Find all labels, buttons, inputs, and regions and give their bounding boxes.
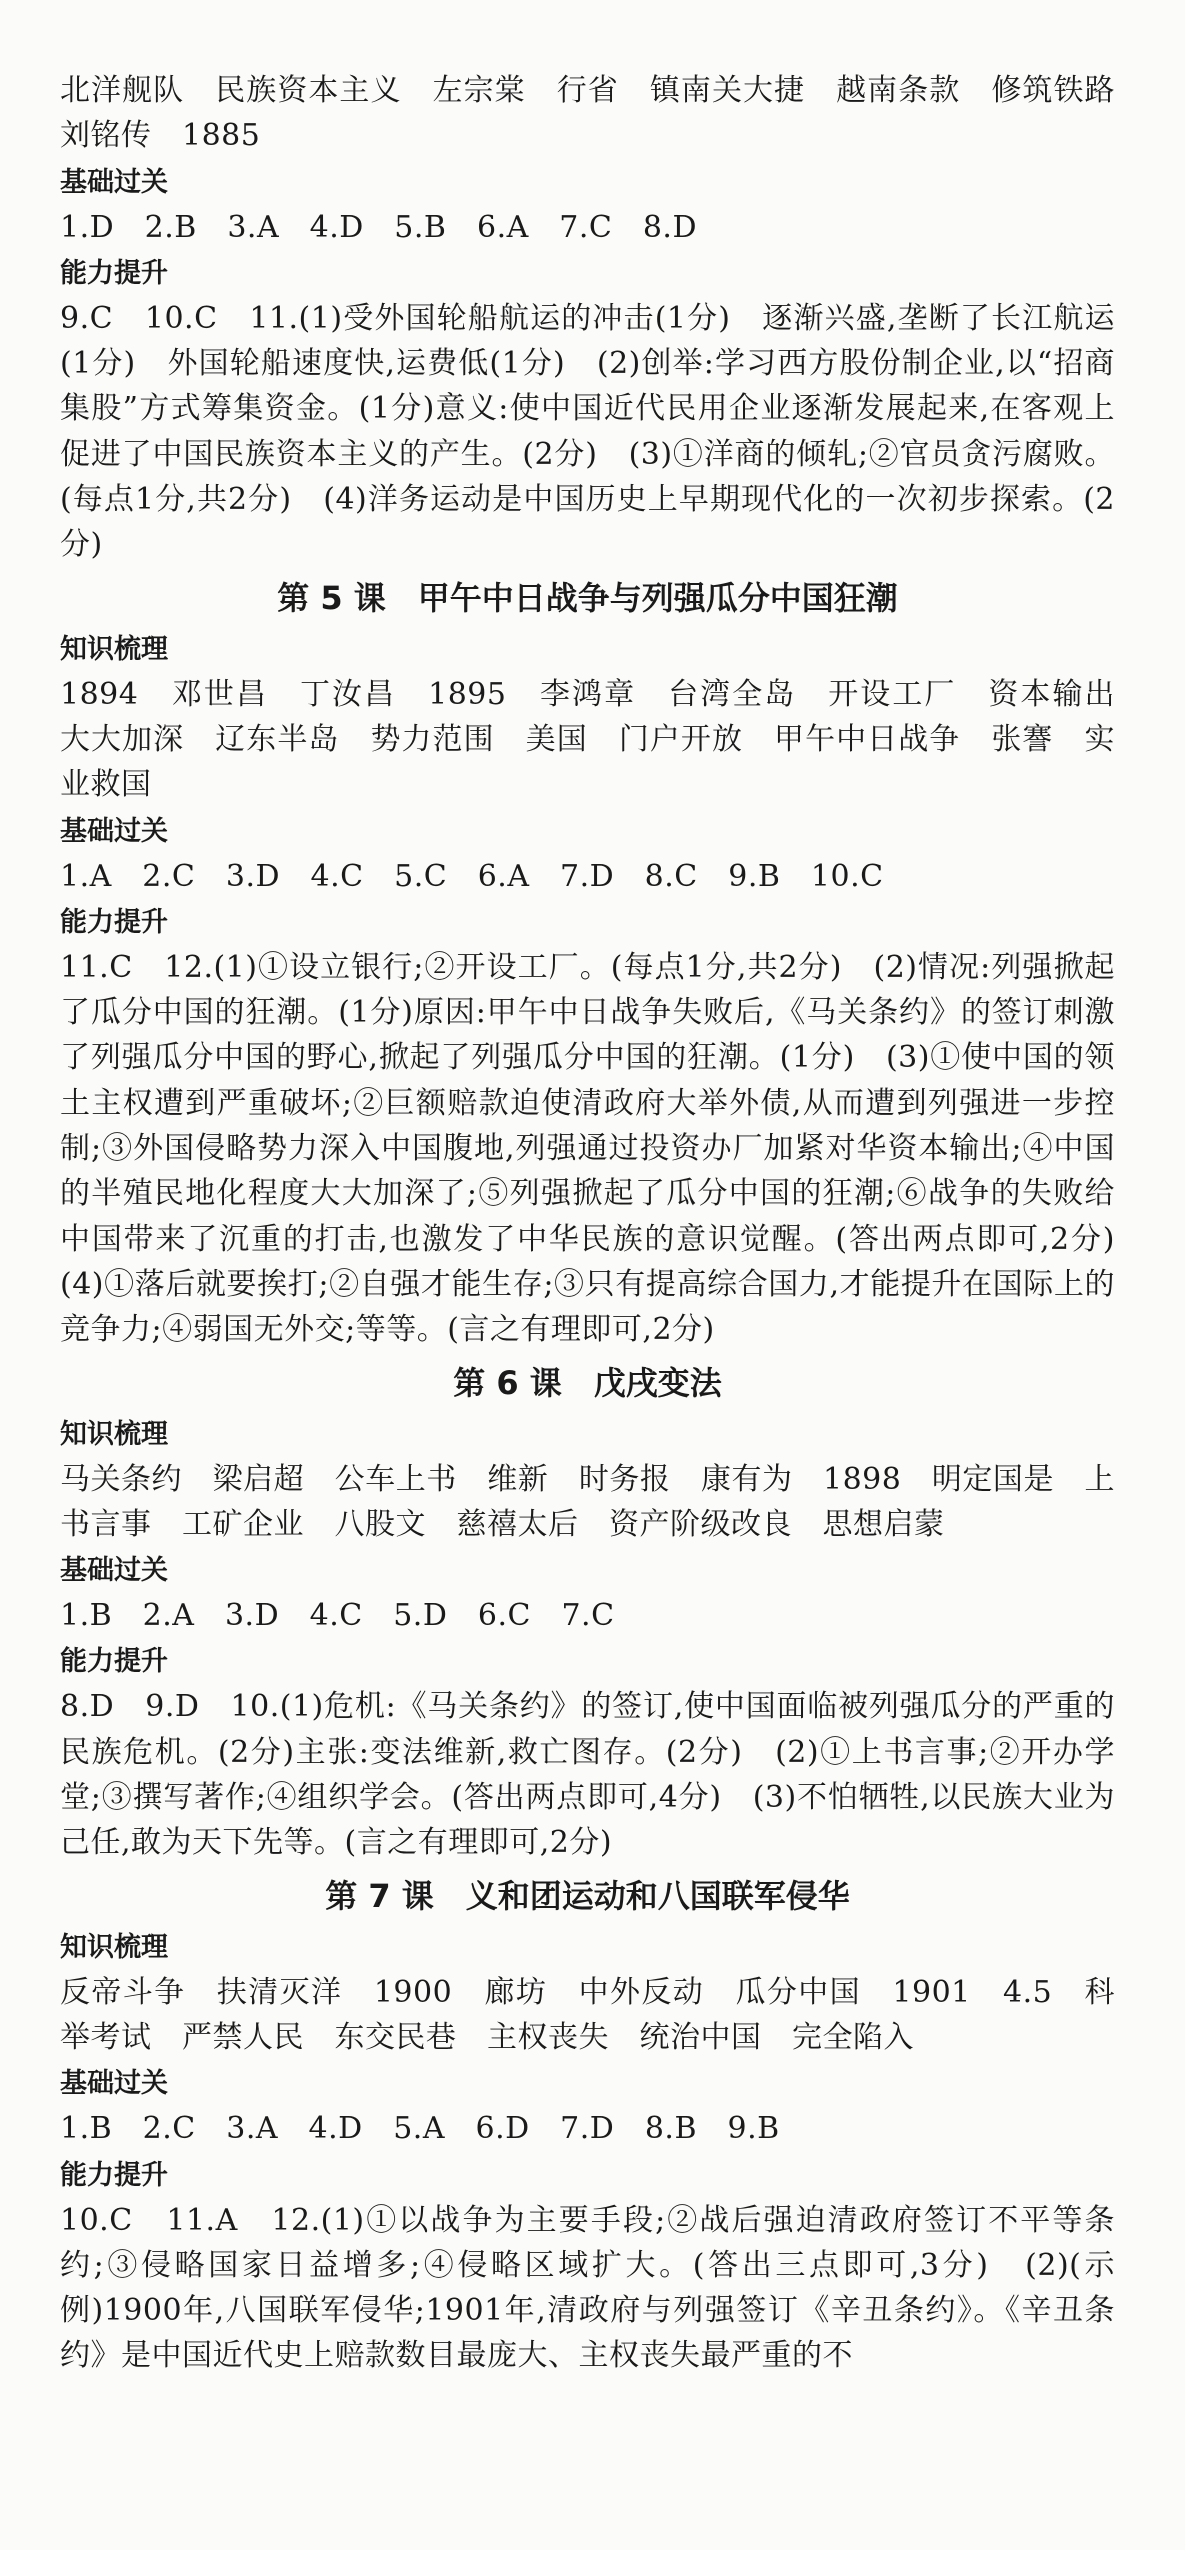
lesson-7-ability-answers: 10.C 11.A 12.(1)①以战争为主要手段;②战后强迫清政府签订不平等条约;③侵略国家日益增多;④侵略区域扩大。(答出三点即可,3分) (2)(示例)1900年,八国联军侵华;1901年,清政府与列强签订《辛丑条约》。《辛丑条约》是中国近代史上赔款数目最庞大、主权丧失最严重的不 — [60, 2202, 1115, 2374]
section-basic-label: 基础过关 — [60, 166, 168, 198]
lesson-7-knowledge-label: 知识梳理 — [60, 1931, 168, 1963]
lesson-5-basic-label: 基础过关 — [60, 815, 168, 847]
lesson-6-knowledge-label: 知识梳理 — [60, 1418, 168, 1450]
lesson-6-basic-label: 基础过关 — [60, 1555, 168, 1587]
lesson-5-knowledge-terms: 1894 邓世昌 丁汝昌 1895 李鸿章 台湾全岛 开设工厂 资本输出 大大加深 辽东半岛 势力范围 美国 门户开放 甲午中日战争 张謇 实业救国 — [60, 676, 1146, 803]
lesson-6-knowledge-terms: 马关条约 梁启超 公车上书 维新 时务报 康有为 1898 明定国是 上书言事 工矿企业 八股文 慈禧太后 资产阶级改良 思想启蒙 — [60, 1461, 1115, 1542]
lesson-5-knowledge-label: 知识梳理 — [60, 633, 168, 665]
knowledge-terms-prev: 北洋舰队 民族资本主义 左宗棠 行省 镇南关大捷 越南条款 修筑铁路 刘铭传 1885 — [60, 73, 1146, 154]
lesson-5-basic-answers: 1.A 2.C 3.D 4.C 5.C 6.A 7.D 8.C 9.B 10.C — [60, 858, 884, 894]
lesson-7-basic-answers: 1.B 2.C 3.A 4.D 5.A 6.D 7.D 8.B 9.B — [60, 2111, 780, 2147]
lesson-6-basic-answers: 1.B 2.A 3.D 4.C 5.D 6.C 7.C — [60, 1598, 615, 1634]
lesson-7-ability-label: 能力提升 — [60, 2159, 168, 2191]
basic-answers-prev: 1.D 2.B 3.A 4.D 5.B 6.A 7.C 8.D — [60, 209, 698, 245]
lesson-7-basic-label: 基础过关 — [60, 2068, 168, 2100]
lesson-6-ability-answers: 8.D 9.D 10.(1)危机:《马关条约》的签订,使中国面临被列强瓜分的严重的民族危机。(2分)主张:变法维新,救亡图存。(2分) (2)①上书言事;②开办学堂;③撰写著作;④组织学会。(答出两点即可,4分) (3)不怕牺牲,以民族大业为己任,敢为天下先等。(言之有理即可,2分) — [60, 1689, 1115, 1861]
lesson-6-title: 第 6 课 戊戌变法 — [453, 1363, 722, 1402]
lesson-5-ability-label: 能力提升 — [60, 906, 168, 938]
ability-answers-prev: 9.C 10.C 11.(1)受外国轮船航运的冲击(1分) 逐渐兴盛,垄断了长江航运(1分) 外国轮船速度快,运费低(1分) (2)创举:学习西方股份制企业,以“招商集股”方式筹集资金。(1分)意义:使中国近代民用企业逐渐发展起来,在客观上促进了中国民族资本主义的产生。(2分) (3)①洋商的倾轧;②官员贪污腐败。(每点1分,共2分) (4)洋务运动是中国历史上早期现代化的一次初步探索。(2分) — [60, 300, 1115, 563]
lesson-5-ability-answers: 11.C 12.(1)①设立银行;②开设工厂。(每点1分,共2分) (2)情况:列强掀起了瓜分中国的狂潮。(1分)原因:甲午中日战争失败后,《马关条约》的签订刺激了列强瓜分中国的野心,掀起了列强瓜分中国的狂潮。(1分) (3)①使中国的领土主权遭到严重破坏;②巨额赔款迫使清政府大举外债,从而遭到列强进一步控制;③外国侵略势力深入中国腹地,列强通过投资办厂加紧对华资本输出;④中国的半殖民地化程度大大加深了;⑤列强掀起了瓜分中国的狂潮;⑥战争的失败给中国带来了沉重的打击,也激发了中华民族的意识觉醒。(答出两点即可,2分) (4)①落后就要挨打;②自强才能生存;③只有提高综合国力,才能提升在国际上的竞争力;④弱国无外交;等等。(言之有理即可,2分) — [60, 949, 1146, 1348]
lesson-7-knowledge-terms: 反帝斗争 扶清灭洋 1900 廊坊 中外反动 瓜分中国 1901 4.5 科举考试 严禁人民 东交民巷 主权丧失 统治中国 完全陷入 — [60, 1974, 1115, 2055]
lesson-6-ability-label: 能力提升 — [60, 1646, 168, 1678]
section-ability-label: 能力提升 — [60, 257, 168, 289]
lesson-7-title: 第 7 课 义和团运动和八国联军侵华 — [325, 1876, 850, 1915]
lesson-5-title: 第 5 课 甲午中日战争与列强瓜分中国狂潮 — [277, 578, 898, 617]
